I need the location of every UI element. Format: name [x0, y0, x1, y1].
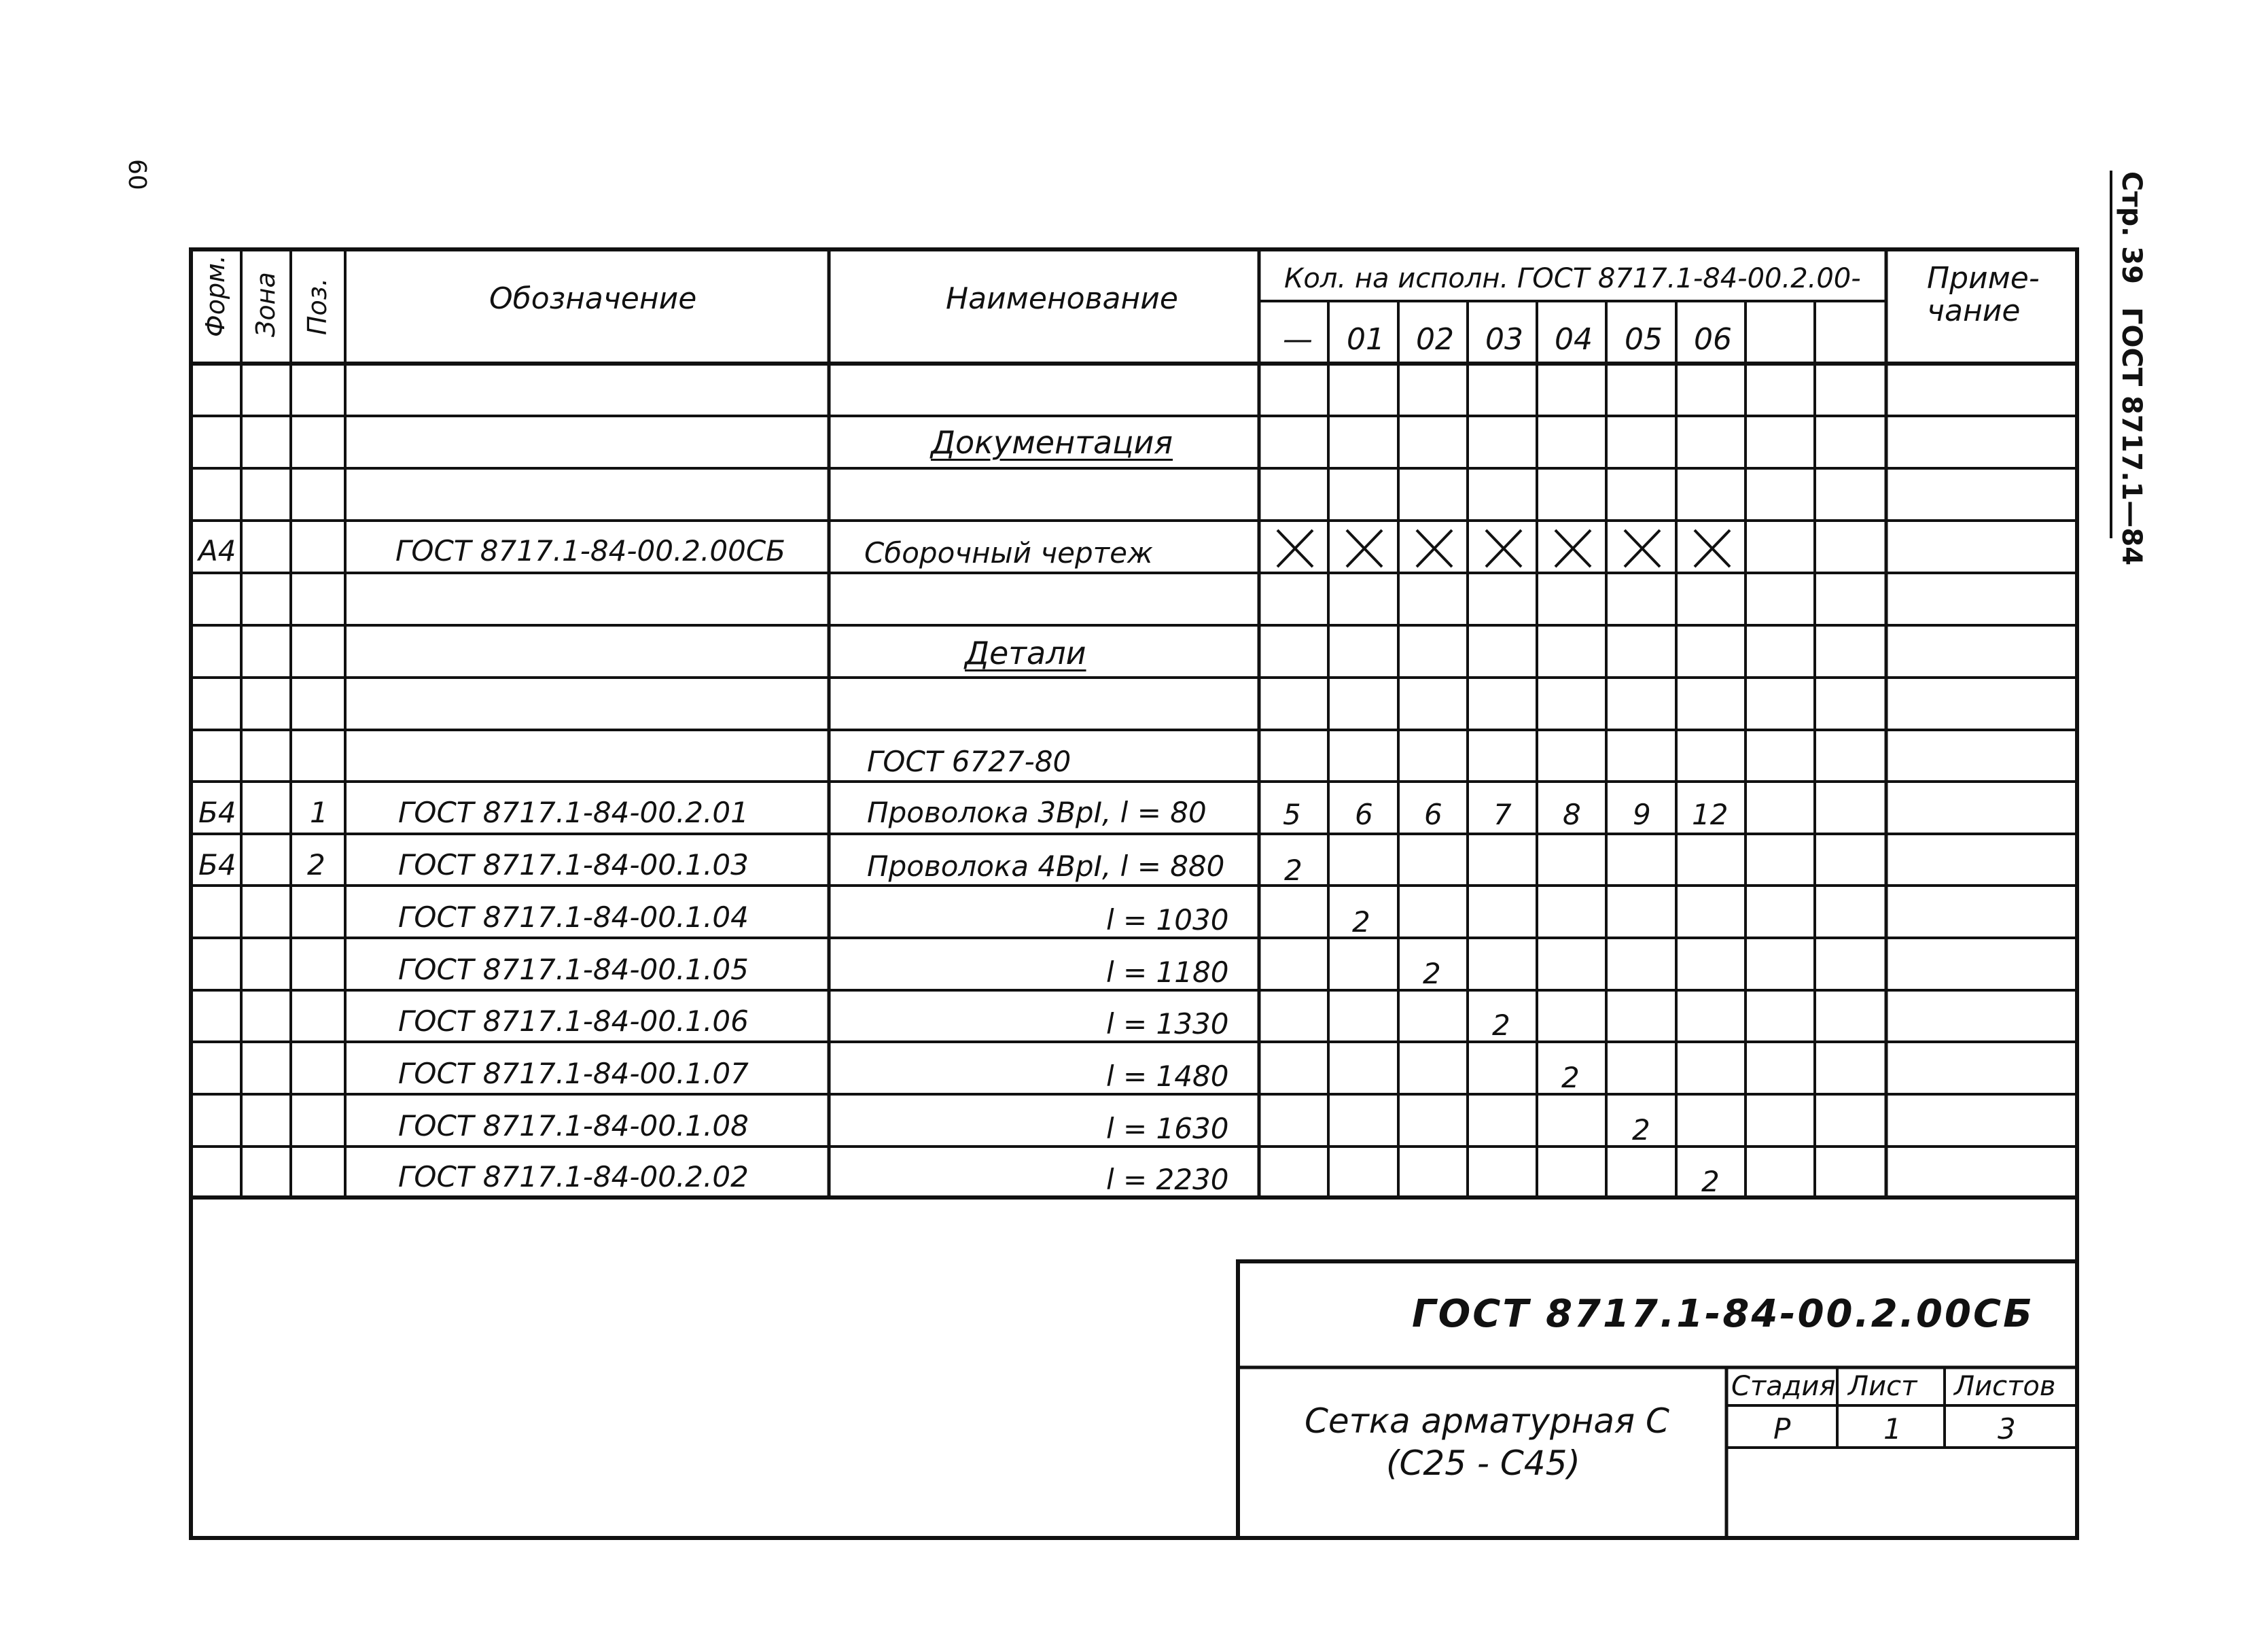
qty-cell: 5: [1283, 798, 1301, 831]
variant-header: 02: [1416, 322, 1454, 357]
sheets-value: 3: [1998, 1412, 2016, 1446]
row-name: l = 2230: [1106, 1163, 1229, 1196]
row-name: l = 1330: [1106, 1007, 1229, 1040]
qty-cell: 6: [1355, 798, 1373, 831]
row-format: А4: [198, 534, 236, 567]
row-pos: 2: [307, 848, 325, 881]
header-designation: Обозначение: [489, 281, 697, 316]
variant-header: 03: [1485, 322, 1523, 357]
header-format: Форм.: [200, 255, 230, 337]
variant-header: 04: [1555, 322, 1593, 357]
qty-cell: 8: [1563, 798, 1581, 831]
qty-cell: 2: [1701, 1165, 1720, 1198]
row-name: l = 1180: [1106, 956, 1229, 989]
header-zone: Зона: [251, 272, 281, 337]
product-name-line2: (С25 - С45): [1386, 1444, 1580, 1483]
row-format: Б4: [198, 848, 236, 881]
sheet-label: Лист: [1848, 1371, 1917, 1402]
header-note-1: Приме-: [1927, 261, 2040, 296]
row-pos: 1: [310, 796, 328, 829]
sheets-label: Листов: [1954, 1371, 2056, 1402]
qty-cell: 9: [1633, 798, 1651, 831]
page-number-label: Стр. 39: [2116, 171, 2147, 284]
product-name-line1: Сетка арматурная С: [1305, 1401, 1669, 1441]
header-qty-title: Кол. на исполн. ГОСТ 8717.1-84-00.2.00-: [1284, 263, 1861, 294]
variant-header: 06: [1694, 322, 1732, 357]
stage-value: Р: [1773, 1412, 1791, 1446]
row-name: Проволока 3ВрI, l = 80: [867, 796, 1207, 829]
header-pos: Поз.: [302, 277, 332, 336]
row-name: Проволока 4ВрI, l = 880: [867, 850, 1225, 883]
qty-cell: 7: [1493, 798, 1512, 831]
qty-cell: 2: [1561, 1061, 1580, 1094]
variant-header: —: [1283, 322, 1313, 357]
assembly-cross-marks: [1277, 530, 1730, 567]
row-designation: ГОСТ 8717.1-84-00.1.08: [398, 1109, 749, 1142]
qty-cell: 2: [1632, 1113, 1650, 1147]
qty-cell: 2: [1492, 1009, 1510, 1042]
section-details: Детали: [965, 635, 1086, 671]
row-designation: ГОСТ 8717.1-84-00.2.02: [398, 1160, 749, 1193]
row-designation: ГОСТ 8717.1-84-00.2.01: [398, 796, 749, 829]
qty-cell: 2: [1352, 905, 1370, 939]
row-name: Сборочный чертеж: [864, 536, 1153, 570]
corner-page-number: 60: [123, 159, 151, 190]
standard-label: ГОСТ 8717.1—84: [2116, 307, 2147, 566]
qty-cell: 6: [1424, 798, 1442, 831]
stage-label: Стадия: [1731, 1371, 1836, 1402]
row-designation: ГОСТ 8717.1-84-00.2.00СБ: [395, 534, 785, 567]
row-format: Б4: [198, 796, 236, 829]
row-name: l = 1630: [1106, 1112, 1229, 1145]
header-note-2: чание: [1927, 294, 2021, 328]
variant-header: 05: [1625, 322, 1663, 357]
qty-cell: 2: [1284, 854, 1303, 887]
row-designation: ГОСТ 8717.1-84-00.1.07: [398, 1057, 749, 1090]
row-designation: ГОСТ 8717.1-84-00.1.03: [398, 848, 749, 881]
document-code: ГОСТ 8717.1-84-00.2.00СБ: [1412, 1292, 2034, 1336]
sheet-value: 1: [1883, 1412, 1902, 1446]
section-documentation: Документация: [931, 424, 1173, 461]
row-name: ГОСТ 6727-80: [867, 745, 1071, 778]
row-designation: ГОСТ 8717.1-84-00.1.04: [398, 900, 749, 934]
qty-cell: 2: [1423, 957, 1441, 990]
row-name: l = 1030: [1106, 903, 1229, 937]
row-name: l = 1480: [1106, 1060, 1229, 1093]
row-designation: ГОСТ 8717.1-84-00.1.06: [398, 1004, 749, 1038]
variant-header: 01: [1347, 322, 1385, 357]
header-name: Наименование: [946, 281, 1178, 316]
row-designation: ГОСТ 8717.1-84-00.1.05: [398, 953, 749, 986]
qty-cell: 12: [1692, 798, 1729, 831]
